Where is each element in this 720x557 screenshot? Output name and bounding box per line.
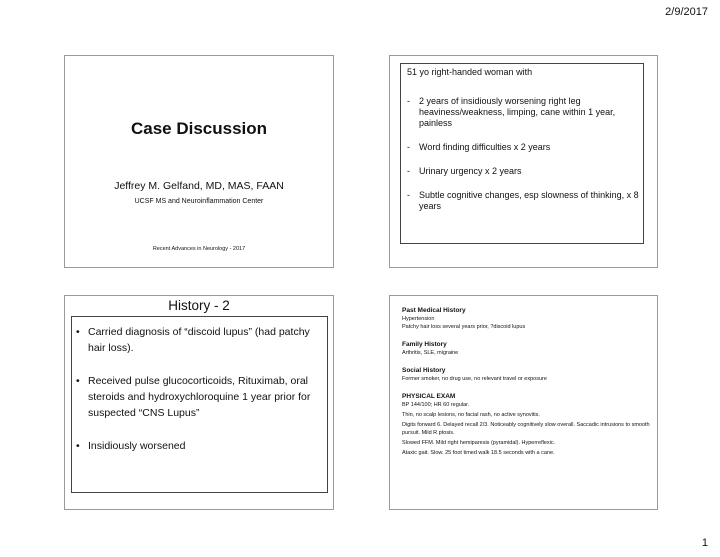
section-line: Hypertension (402, 316, 435, 322)
exam-line: Thin, no scalp lesions, no facial rash, no active synovitis. (402, 412, 540, 418)
slide-title (64, 55, 334, 268)
section-heading: Social History (402, 367, 446, 374)
section-heading: Family History (402, 341, 447, 348)
presentation-box (400, 63, 644, 244)
section-heading: Past Medical History (402, 307, 466, 314)
symptom-item: - 2 years of insidiously worsening right leg heaviness/weakness, limping, cane within 1 year, painless (407, 96, 639, 129)
symptom-item: - Subtle cognitive changes, esp slowness of thinking, x 8 years (407, 190, 639, 212)
presenter-name: Jeffrey M. Gelfand, MD, MAS, FAAN (114, 180, 284, 192)
social-history-section (402, 366, 652, 383)
presenter-affiliation: UCSF MS and Neuroinflammation Center (134, 198, 264, 205)
section-line: Arthritis, SLE, migraine (402, 350, 459, 356)
family-history-section (402, 340, 652, 357)
exam-line: BP 144/100; HR 60 regular. (402, 402, 470, 408)
physical-exam-section (402, 392, 652, 457)
past-medical-history-section (402, 306, 652, 331)
patient-intro: 51 yo right-handed woman with (407, 67, 533, 77)
slide-presentation (389, 55, 658, 268)
exam-line: Ataxic gait. Slow. 25 foot timed walk 18.5 seconds with a cane. (402, 450, 555, 456)
history-item: • Insidiously worsened (76, 438, 321, 454)
handout-date: 2/9/2017 (665, 6, 708, 18)
section-line: Former smoker, no drug use, no relevant travel or exposure (402, 376, 547, 382)
symptom-list (407, 96, 639, 225)
conference-footer: Recent Advances in Neurology - 2017 (152, 246, 246, 252)
exam-line: Slowed FFM. Mild right hemiparesis (pyramidal). Hyperreflexic. (402, 440, 556, 446)
history-item: • Received pulse glucocorticoids, Rituximab, oral steroids and hydroxychloroquine 1 year prior for suspected “CNS Lupus” (76, 373, 321, 421)
section-line: Patchy hair loss several years prior, ?discoid lupus (402, 324, 526, 330)
symptom-item: - Word finding difficulties x 2 years (407, 142, 639, 153)
slide-history-2 (64, 295, 334, 510)
history-item: • Carried diagnosis of “discoid lupus” (had patchy hair loss). (76, 324, 321, 356)
symptom-item: - Urinary urgency x 2 years (407, 166, 639, 177)
history-box (71, 316, 328, 493)
section-heading: PHYSICAL EXAM (402, 393, 456, 400)
history-title: History - 2 (168, 298, 230, 313)
slide-title-heading: Case Discussion (130, 119, 268, 138)
slide-history-exam (389, 295, 658, 510)
page-number: 1 (701, 537, 708, 549)
exam-line: Digits forward 6. Delayed recall 2/3. Noticeably cognitively slow overall. Saccadic intrusions to smooth pursuit. Mild R ptosis. (402, 422, 650, 436)
history-list (76, 324, 321, 471)
history-exam-content (402, 306, 652, 466)
